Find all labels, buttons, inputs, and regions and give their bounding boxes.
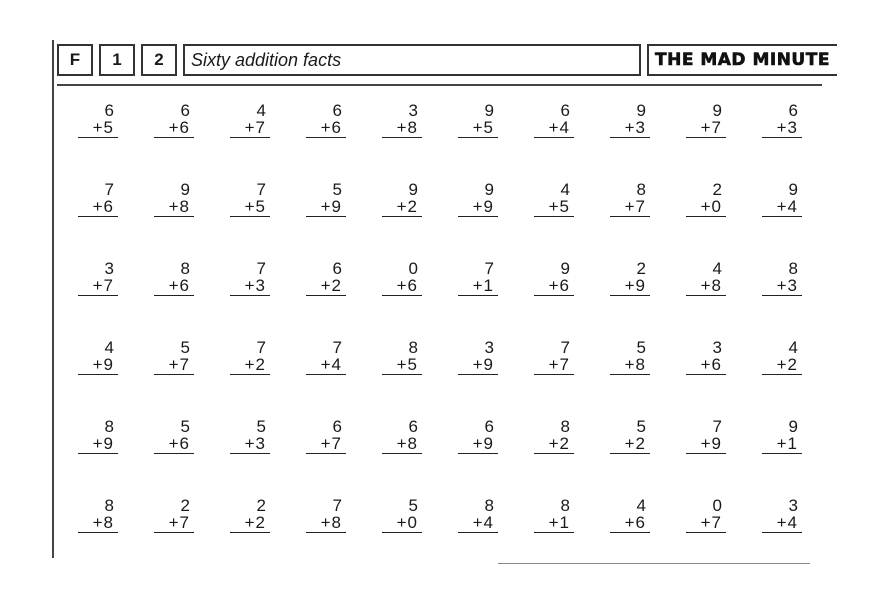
problem	[382, 181, 422, 217]
problem	[610, 339, 650, 375]
addend-bottom: +2	[230, 356, 270, 375]
addend-top: 0	[408, 259, 418, 278]
problem	[78, 418, 118, 454]
addend-bottom: +6	[154, 435, 194, 454]
problem	[686, 260, 726, 296]
addend-bottom: +8	[78, 514, 118, 533]
problem	[534, 497, 574, 533]
addend-bottom: +8	[610, 356, 650, 375]
addend-top: 9	[484, 101, 494, 120]
addend-bottom: +9	[306, 198, 346, 217]
problem-row	[78, 181, 818, 260]
problem	[78, 339, 118, 375]
addend-bottom: +8	[306, 514, 346, 533]
addend-bottom: +5	[534, 198, 574, 217]
addend-bottom: +8	[686, 277, 726, 296]
addend-top: 7	[560, 338, 570, 357]
header-divider	[57, 84, 822, 86]
addend-bottom: +5	[458, 119, 498, 138]
addend-bottom: +7	[610, 198, 650, 217]
problem	[762, 102, 802, 138]
addend-bottom: +7	[154, 356, 194, 375]
addend-top: 5	[408, 496, 418, 515]
addend-bottom: +2	[610, 435, 650, 454]
addend-top: 6	[788, 101, 798, 120]
addend-top: 6	[408, 417, 418, 436]
addend-top: 7	[256, 180, 266, 199]
addend-top: 9	[560, 259, 570, 278]
addend-bottom: +6	[610, 514, 650, 533]
addend-bottom: +4	[762, 198, 802, 217]
addend-bottom: +7	[306, 435, 346, 454]
addend-top: 6	[332, 101, 342, 120]
problem	[230, 339, 270, 375]
addend-top: 9	[484, 180, 494, 199]
worksheet-header	[57, 42, 830, 82]
problem	[78, 497, 118, 533]
problem	[154, 181, 194, 217]
problem	[610, 497, 650, 533]
problem	[610, 418, 650, 454]
problem	[686, 339, 726, 375]
addend-top: 4	[256, 101, 266, 120]
addend-bottom: +6	[154, 277, 194, 296]
addend-bottom: +3	[230, 277, 270, 296]
addend-top: 3	[712, 338, 722, 357]
problem	[762, 339, 802, 375]
addend-top: 8	[484, 496, 494, 515]
addend-top: 8	[560, 496, 570, 515]
addend-bottom: +8	[154, 198, 194, 217]
addend-bottom: +2	[230, 514, 270, 533]
addend-top: 6	[180, 101, 190, 120]
addend-bottom: +0	[686, 198, 726, 217]
addend-top: 7	[484, 259, 494, 278]
problem	[458, 260, 498, 296]
addend-bottom: +7	[154, 514, 194, 533]
problem	[306, 339, 346, 375]
addend-bottom: +5	[78, 119, 118, 138]
problem	[230, 497, 270, 533]
addend-bottom: +1	[458, 277, 498, 296]
addend-top: 4	[636, 496, 646, 515]
problem	[306, 181, 346, 217]
addend-top: 2	[712, 180, 722, 199]
problem-row	[78, 260, 818, 339]
problem	[382, 102, 422, 138]
addend-top: 8	[636, 180, 646, 199]
addend-top: 7	[712, 417, 722, 436]
addend-bottom: +4	[458, 514, 498, 533]
problem	[154, 497, 194, 533]
problem	[762, 418, 802, 454]
addend-bottom: +9	[686, 435, 726, 454]
addend-top: 9	[788, 180, 798, 199]
addend-top: 5	[636, 417, 646, 436]
problem	[306, 497, 346, 533]
problem	[230, 102, 270, 138]
problem	[382, 497, 422, 533]
addend-top: 4	[560, 180, 570, 199]
addend-bottom: +6	[382, 277, 422, 296]
addend-bottom: +7	[686, 119, 726, 138]
addend-top: 6	[484, 417, 494, 436]
addend-top: 5	[256, 417, 266, 436]
addend-bottom: +5	[230, 198, 270, 217]
problem	[686, 497, 726, 533]
problem	[534, 260, 574, 296]
addend-bottom: +4	[534, 119, 574, 138]
problem	[458, 418, 498, 454]
addend-top: 8	[560, 417, 570, 436]
problem	[534, 181, 574, 217]
problem	[154, 102, 194, 138]
problem	[382, 418, 422, 454]
addend-bottom: +6	[78, 198, 118, 217]
problem	[686, 418, 726, 454]
series-box: F	[57, 44, 93, 76]
problem	[78, 260, 118, 296]
addend-bottom: +9	[458, 356, 498, 375]
addend-top: 9	[636, 101, 646, 120]
addend-top: 5	[180, 417, 190, 436]
addend-bottom: +6	[306, 119, 346, 138]
addend-top: 9	[408, 180, 418, 199]
addend-bottom: +3	[610, 119, 650, 138]
addend-top: 9	[180, 180, 190, 199]
problem	[458, 102, 498, 138]
addend-top: 7	[332, 338, 342, 357]
addend-bottom: +9	[458, 198, 498, 217]
addend-bottom: +1	[762, 435, 802, 454]
addend-top: 2	[180, 496, 190, 515]
addend-top: 2	[636, 259, 646, 278]
addend-top: 4	[104, 338, 114, 357]
addend-bottom: +8	[382, 119, 422, 138]
addend-top: 3	[104, 259, 114, 278]
addend-bottom: +3	[762, 119, 802, 138]
addend-top: 5	[332, 180, 342, 199]
addend-top: 7	[256, 259, 266, 278]
problem-row	[78, 418, 818, 497]
addend-top: 2	[256, 496, 266, 515]
problem	[762, 497, 802, 533]
addend-top: 9	[788, 417, 798, 436]
addend-bottom: +7	[686, 514, 726, 533]
problem	[610, 102, 650, 138]
addend-top: 8	[408, 338, 418, 357]
addend-bottom: +3	[230, 435, 270, 454]
problem	[154, 260, 194, 296]
problem	[534, 418, 574, 454]
problem	[306, 102, 346, 138]
addend-bottom: +9	[78, 435, 118, 454]
addend-top: 4	[788, 338, 798, 357]
problem	[762, 260, 802, 296]
problem	[686, 181, 726, 217]
addend-top: 6	[332, 259, 342, 278]
addend-top: 3	[408, 101, 418, 120]
addend-bottom: +1	[534, 514, 574, 533]
addend-bottom: +8	[382, 435, 422, 454]
problem	[610, 260, 650, 296]
sheet-left-border	[52, 40, 54, 558]
problem	[382, 339, 422, 375]
addend-top: 3	[788, 496, 798, 515]
problem	[458, 339, 498, 375]
addend-top: 3	[484, 338, 494, 357]
addend-bottom: +2	[306, 277, 346, 296]
addend-bottom: +2	[382, 198, 422, 217]
addend-top: 6	[104, 101, 114, 120]
level-box: 1	[99, 44, 135, 76]
problem-row	[78, 102, 818, 181]
addend-bottom: +4	[306, 356, 346, 375]
addend-bottom: +3	[762, 277, 802, 296]
problem	[762, 181, 802, 217]
addend-bottom: +6	[154, 119, 194, 138]
addend-bottom: +7	[534, 356, 574, 375]
addend-top: 8	[180, 259, 190, 278]
problem	[78, 181, 118, 217]
addend-top: 7	[104, 180, 114, 199]
problem	[306, 260, 346, 296]
addend-top: 6	[332, 417, 342, 436]
problem	[230, 418, 270, 454]
addend-bottom: +6	[686, 356, 726, 375]
addend-bottom: +9	[78, 356, 118, 375]
addend-bottom: +9	[458, 435, 498, 454]
problem	[686, 102, 726, 138]
addend-top: 0	[712, 496, 722, 515]
answer-footer-rule	[498, 563, 810, 564]
addend-top: 9	[712, 101, 722, 120]
addend-top: 6	[560, 101, 570, 120]
problem-row	[78, 497, 818, 576]
addend-top: 7	[256, 338, 266, 357]
problem	[534, 339, 574, 375]
problem	[610, 181, 650, 217]
problem	[382, 260, 422, 296]
problem	[306, 418, 346, 454]
problem	[230, 260, 270, 296]
addend-bottom: +5	[382, 356, 422, 375]
brand-logo: THE MAD MINUTE	[647, 44, 837, 76]
addend-bottom: +2	[762, 356, 802, 375]
problem	[458, 497, 498, 533]
problem-row	[78, 339, 818, 418]
worksheet-title: Sixty addition facts	[183, 44, 641, 76]
addend-bottom: +7	[230, 119, 270, 138]
problem	[534, 102, 574, 138]
addend-bottom: +0	[382, 514, 422, 533]
problem-grid	[78, 102, 818, 576]
sheet-number-box: 2	[141, 44, 177, 76]
addend-top: 8	[104, 417, 114, 436]
addend-top: 7	[332, 496, 342, 515]
addend-bottom: +2	[534, 435, 574, 454]
addend-bottom: +6	[534, 277, 574, 296]
problem	[154, 418, 194, 454]
addend-top: 4	[712, 259, 722, 278]
addend-bottom: +4	[762, 514, 802, 533]
addend-bottom: +9	[610, 277, 650, 296]
problem	[458, 181, 498, 217]
problem	[78, 102, 118, 138]
addend-top: 8	[104, 496, 114, 515]
problem	[154, 339, 194, 375]
addend-top: 5	[180, 338, 190, 357]
addend-bottom: +7	[78, 277, 118, 296]
problem	[230, 181, 270, 217]
addend-top: 5	[636, 338, 646, 357]
addend-top: 8	[788, 259, 798, 278]
